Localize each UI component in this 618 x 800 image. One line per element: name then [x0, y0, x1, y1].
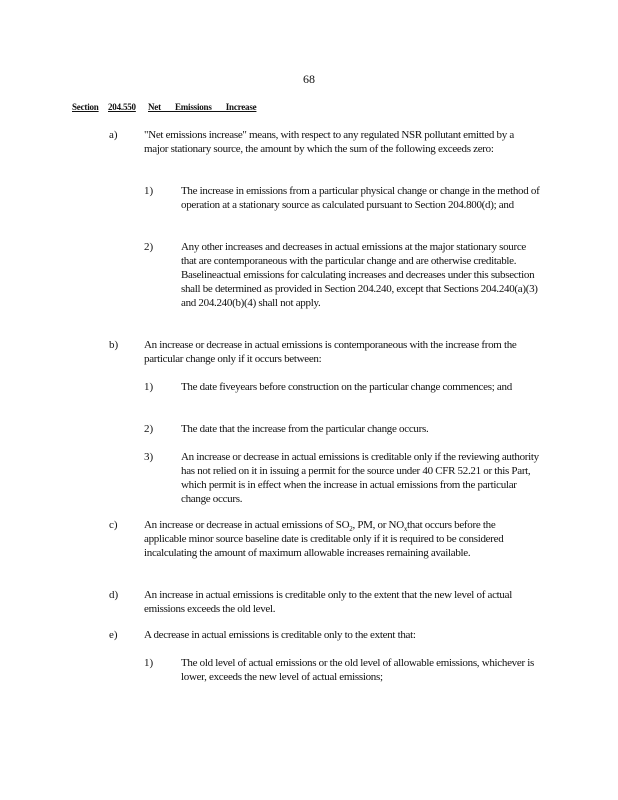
- item-e1-text: The old level of actual emissions or the old level of allowable emissions, whichever is lower, exceeds the new level of actual emissions;: [181, 657, 534, 683]
- section-number: 204.550: [108, 102, 136, 112]
- item-d-text: An increase in actual emissions is creditable only to the extent that the new level of actual emissions exceeds the old level.: [144, 589, 512, 615]
- item-c-text: [144, 518, 540, 560]
- item-c-subscript-no: x: [403, 525, 408, 534]
- item-c-label: c): [109, 519, 118, 531]
- item-b3-text: An increase or decrease in actual emissions is creditable only if the reviewing authority has not relied on it in issuing a permit for the source under 40 CFR 52.21 or this Part, which permit is in effect when the increase in actual emissions from the particular change occurs.: [181, 451, 539, 505]
- item-a-text: "Net emissions increase" means, with respect to any regulated NSR pollutant emitted by a major stationary source, the amount by which the sum of the following exceeds zero:: [144, 129, 514, 155]
- item-b3-label: 3): [144, 451, 154, 463]
- item-b1-label: 1): [144, 381, 154, 393]
- section-title: Net Emissions Increase: [148, 102, 257, 112]
- item-e1-label: 1): [144, 657, 154, 669]
- item-c-text-post: that occurs before the applicable minor source baseline date is creditable only if it is required to be considered incalculating the amount of maximum allowable increases remaining available.: [144, 519, 504, 559]
- section-heading: [72, 102, 268, 112]
- item-d-label: d): [109, 589, 119, 601]
- item-a1-label: 1): [144, 185, 154, 197]
- item-b2-text: The date that the increase from the particular change occurs.: [181, 423, 429, 435]
- item-c-subscript-so: 2: [349, 525, 353, 534]
- item-a-label: a): [109, 129, 118, 141]
- item-b1-text: The date fiveyears before construction on the particular change commences; and: [181, 381, 512, 393]
- item-b-text: An increase or decrease in actual emissions is contemporaneous with the increase from the particular change only if it occurs between:: [144, 339, 517, 365]
- item-c-text-mid: , PM, or NO: [352, 519, 404, 531]
- item-a2-text: Any other increases and decreases in actual emissions at the major stationary source that are contemporaneous with the particular change and are otherwise creditable. Baselineactual emissions for calculating increases and decreases under this subsection shall be determined as provided in Section 204.240, except that Sections 204.240(a)(3) and 204.240(b)(4) shall not apply.: [181, 241, 538, 309]
- item-b2-label: 2): [144, 423, 154, 435]
- item-b-label: b): [109, 339, 119, 351]
- item-e-label: e): [109, 629, 118, 641]
- item-e-text: A decrease in actual emissions is creditable only to the extent that:: [144, 629, 416, 641]
- section-label: Section: [72, 102, 99, 112]
- item-c-text-pre: An increase or decrease in actual emissions of SO: [144, 519, 350, 531]
- page-number: 68: [303, 72, 315, 86]
- item-a1-text: The increase in emissions from a particular physical change or change in the method of operation at a stationary source as calculated pursuant to Section 204.800(d); and: [181, 185, 540, 211]
- item-a2-label: 2): [144, 241, 154, 253]
